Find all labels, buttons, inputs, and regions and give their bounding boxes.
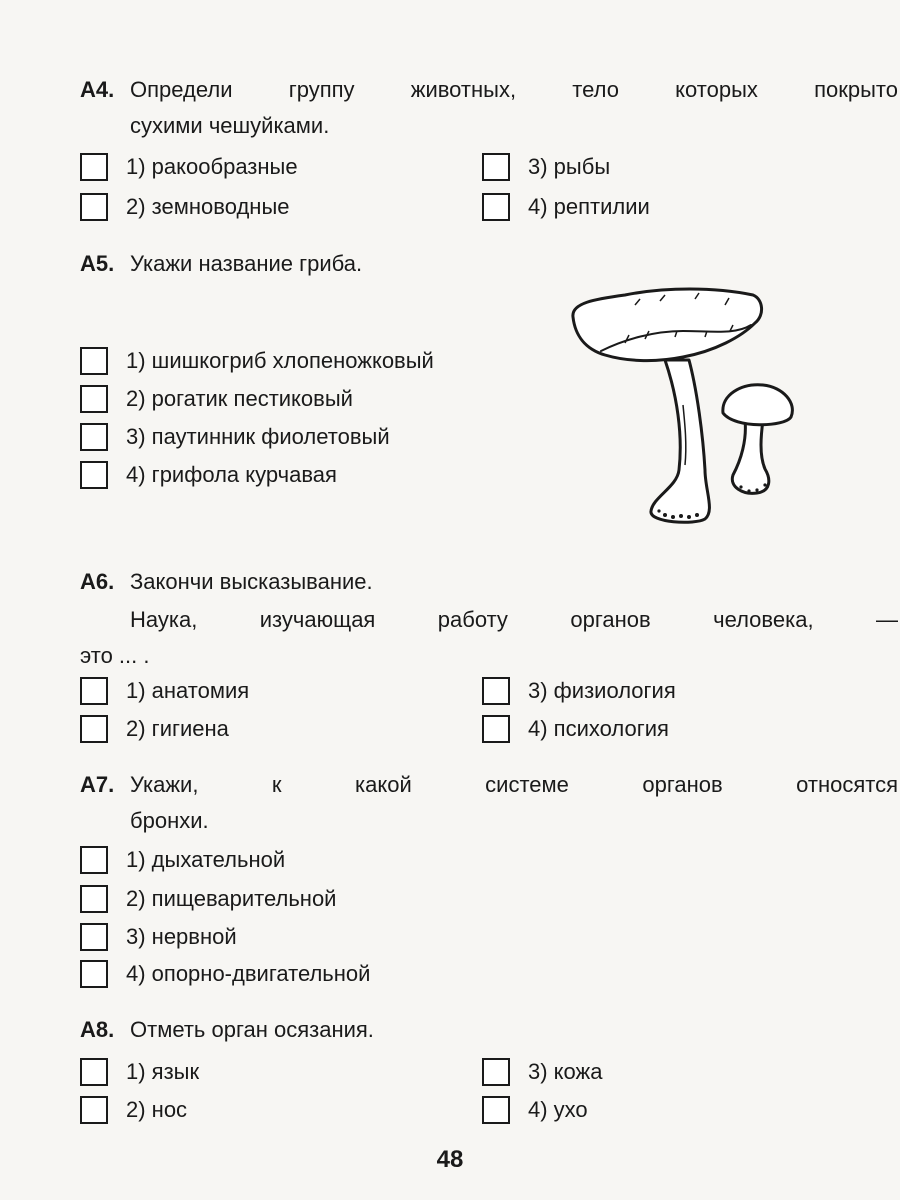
answer-checkbox[interactable] bbox=[80, 715, 108, 743]
answer-checkbox[interactable] bbox=[80, 885, 108, 913]
answer-checkbox[interactable] bbox=[80, 423, 108, 451]
answer-option[interactable] bbox=[80, 843, 285, 877]
answer-checkbox[interactable] bbox=[482, 153, 510, 181]
answer-checkbox[interactable] bbox=[80, 677, 108, 705]
answer-checkbox[interactable] bbox=[482, 1096, 510, 1124]
answer-label: 1) анатомия bbox=[126, 678, 250, 703]
answer-option[interactable] bbox=[80, 420, 390, 454]
answer-label: 2) пищеварительной bbox=[126, 886, 337, 911]
question-number: А4. bbox=[80, 77, 115, 102]
answer-checkbox[interactable] bbox=[482, 193, 510, 221]
answer-option[interactable] bbox=[482, 712, 669, 746]
answer-checkbox[interactable] bbox=[80, 1058, 108, 1086]
question-text: Определи группу животных, тело которых покрыто bbox=[130, 77, 898, 102]
answer-checkbox[interactable] bbox=[80, 385, 108, 413]
answer-option[interactable] bbox=[80, 150, 298, 184]
answer-label: 1) ракообразные bbox=[126, 154, 298, 179]
answer-label: 2) гигиена bbox=[126, 716, 229, 741]
answer-option[interactable] bbox=[80, 712, 229, 746]
question-text: Укажи название гриба. bbox=[130, 251, 363, 276]
answer-checkbox[interactable] bbox=[482, 677, 510, 705]
answer-option[interactable] bbox=[482, 190, 650, 224]
question-text-cont: это ... . bbox=[80, 643, 150, 668]
question-number: А5. bbox=[80, 251, 115, 276]
answer-option[interactable] bbox=[482, 674, 676, 708]
answer-label: 4) ухо bbox=[528, 1097, 588, 1122]
question-text: Укажи, к какой системе органов относятся bbox=[130, 772, 898, 797]
answer-checkbox[interactable] bbox=[80, 461, 108, 489]
answer-label: 3) нервной bbox=[126, 924, 237, 949]
answer-checkbox[interactable] bbox=[482, 1058, 510, 1086]
answer-label: 3) рыбы bbox=[528, 154, 611, 179]
answer-option[interactable] bbox=[482, 1055, 603, 1089]
question-a8 bbox=[80, 1012, 850, 1048]
answer-option[interactable] bbox=[482, 1093, 588, 1127]
mushroom-illustration-icon bbox=[565, 265, 815, 530]
answer-label: 4) грифола курчавая bbox=[126, 462, 337, 487]
answer-label: 4) рептилии bbox=[528, 194, 650, 219]
answer-label: 3) паутинник фиолетовый bbox=[126, 424, 390, 449]
question-a5 bbox=[80, 246, 580, 282]
question-number: А8. bbox=[80, 1017, 115, 1042]
answer-option[interactable] bbox=[80, 957, 370, 991]
answer-option[interactable] bbox=[80, 920, 237, 954]
question-a6 bbox=[80, 564, 898, 674]
answer-label: 1) шишкогриб хлопеножковый bbox=[126, 348, 434, 373]
answer-label: 4) психология bbox=[528, 716, 669, 741]
answer-option[interactable] bbox=[80, 344, 434, 378]
answer-option[interactable] bbox=[80, 190, 290, 224]
answer-label: 3) кожа bbox=[528, 1059, 603, 1084]
question-text: Отметь орган осязания. bbox=[130, 1017, 374, 1042]
answer-label: 4) опорно-двигательной bbox=[126, 961, 371, 986]
question-number: А7. bbox=[80, 772, 115, 797]
question-a4 bbox=[80, 72, 898, 146]
answer-label: 2) рогатик пестиковый bbox=[126, 386, 353, 411]
answer-checkbox[interactable] bbox=[80, 923, 108, 951]
answer-checkbox[interactable] bbox=[80, 193, 108, 221]
question-number: А6. bbox=[80, 569, 115, 594]
answer-label: 2) нос bbox=[126, 1097, 188, 1122]
answer-option[interactable] bbox=[80, 674, 249, 708]
question-a7 bbox=[80, 767, 898, 841]
answer-label: 1) язык bbox=[126, 1059, 200, 1084]
answer-option[interactable] bbox=[80, 382, 353, 416]
answer-option[interactable] bbox=[80, 1055, 199, 1089]
question-text-cont: сухими чешуйками. bbox=[130, 113, 330, 138]
answer-option[interactable] bbox=[80, 882, 336, 916]
question-text: Закончи высказывание. bbox=[130, 569, 373, 594]
answer-option[interactable] bbox=[80, 1093, 187, 1127]
question-text-cont: Наука, изучающая работу органов человека, — bbox=[130, 607, 898, 632]
answer-option[interactable] bbox=[482, 150, 610, 184]
answer-checkbox[interactable] bbox=[80, 1096, 108, 1124]
answer-option[interactable] bbox=[80, 458, 337, 492]
answer-checkbox[interactable] bbox=[80, 960, 108, 988]
question-text-cont: бронхи. bbox=[130, 808, 209, 833]
answer-checkbox[interactable] bbox=[482, 715, 510, 743]
answer-checkbox[interactable] bbox=[80, 153, 108, 181]
answer-label: 3) физиология bbox=[528, 678, 676, 703]
answer-checkbox[interactable] bbox=[80, 347, 108, 375]
answer-checkbox[interactable] bbox=[80, 846, 108, 874]
page-number: 48 bbox=[436, 1146, 464, 1173]
answer-label: 2) земноводные bbox=[126, 194, 290, 219]
answer-label: 1) дыхательной bbox=[126, 847, 286, 872]
